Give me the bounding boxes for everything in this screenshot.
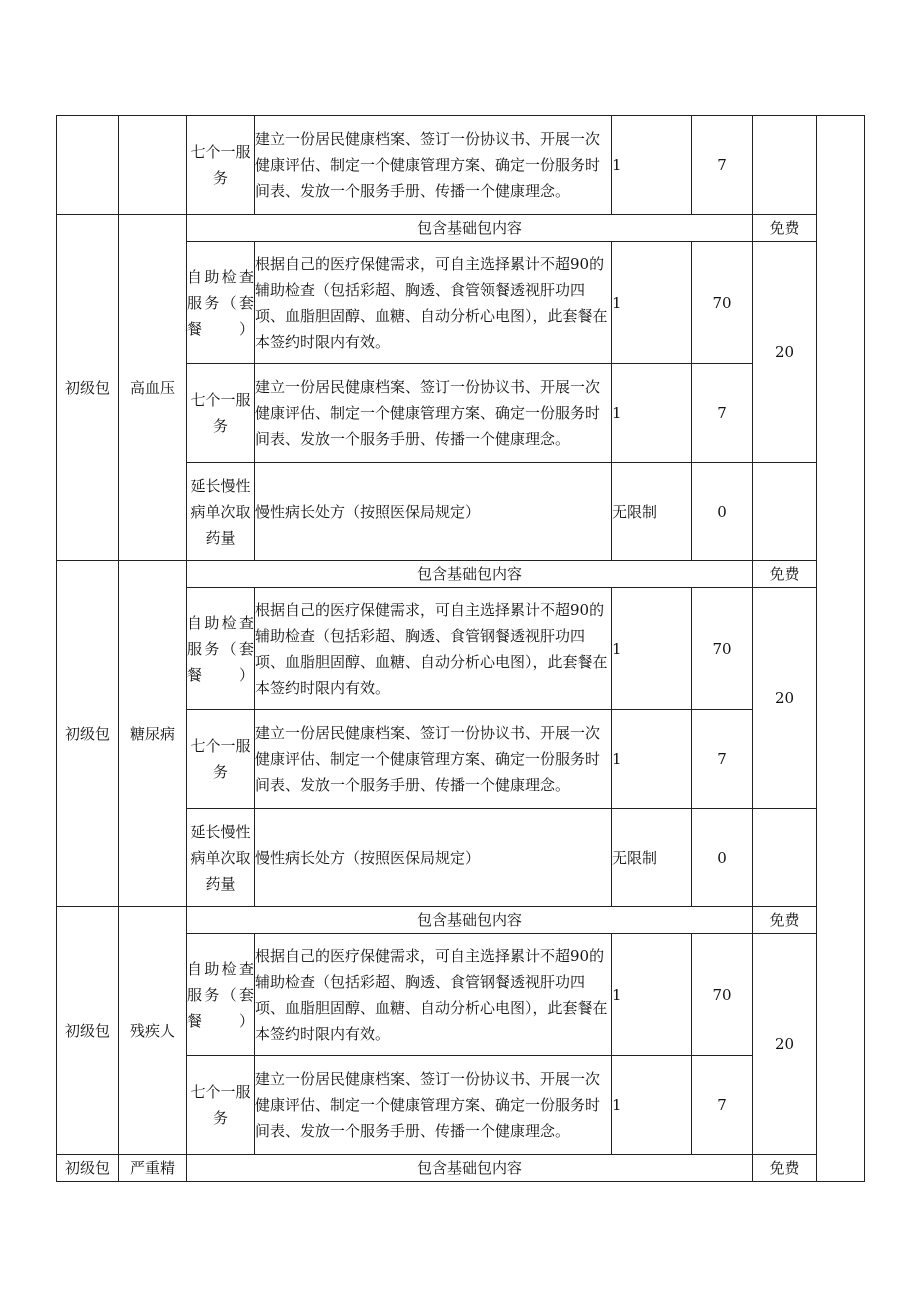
service-quantity: 1 <box>612 116 692 215</box>
service-price: 7 <box>692 116 753 215</box>
service-quantity: 1 <box>612 1056 692 1155</box>
service-description: 慢性病长处方（按照医保局规定） <box>255 463 612 561</box>
service-name: 七个一服务 <box>187 116 255 215</box>
service-name: 自助检查服务（套餐） <box>187 588 255 710</box>
service-quantity: 无限制 <box>612 463 692 561</box>
package-total: 20 <box>753 934 817 1155</box>
service-name: 七个一服务 <box>187 364 255 463</box>
base-package-label: 包含基础包内容 <box>187 1155 753 1182</box>
name-cell-empty <box>119 116 187 215</box>
service-description: 根据自己的医疗保健需求，可自主选择累计不超90的辅助检查（包括彩超、胸透、食管钢餐透视肝功四项、血脂胆固醇、血糖、自动分析心电图），此套餐在本签约时限内有效。 <box>255 934 612 1056</box>
service-description: 建立一份居民健康档案、签订一份协议书、开展一次健康评估、制定一个健康管理方案、确定一份服务时间表、发放一个服务手册、传播一个健康理念。 <box>255 116 612 215</box>
base-package-fee: 免费 <box>753 215 817 242</box>
base-package-label: 包含基础包内容 <box>187 561 753 588</box>
base-package-fee: 免费 <box>753 561 817 588</box>
base-package-fee: 免费 <box>753 1155 817 1182</box>
package-name: 糖尿病 <box>119 561 187 907</box>
service-description: 根据自己的医疗保健需求，可自主选择累计不超90的辅助检查（包括彩超、胸透、食管钢餐透视肝功四项、血脂胆固醇、血糖、自动分析心电图），此套餐在本签约时限内有效。 <box>255 588 612 710</box>
service-quantity: 1 <box>612 588 692 710</box>
table-row <box>57 907 865 934</box>
level-cell-empty <box>57 116 119 215</box>
base-package-fee: 免费 <box>753 907 817 934</box>
total-cell-empty <box>753 116 817 215</box>
service-description: 根据自己的医疗保健需求，可自主选择累计不超90的辅助检查（包括彩超、胸透、食管领餐透视肝功四项、血脂胆固醇、血糖、自动分析心电图），此套餐在本签约时限内有效。 <box>255 242 612 364</box>
service-quantity: 无限制 <box>612 809 692 907</box>
service-quantity: 1 <box>612 364 692 463</box>
service-quantity: 1 <box>612 710 692 809</box>
service-name: 延长慢性病单次取药量 <box>187 463 255 561</box>
service-description: 慢性病长处方（按照医保局规定） <box>255 809 612 907</box>
table-row <box>57 116 865 215</box>
package-name: 高血压 <box>119 215 187 561</box>
base-package-label: 包含基础包内容 <box>187 215 753 242</box>
service-name: 七个一服务 <box>187 710 255 809</box>
service-name: 延长慢性病单次取药量 <box>187 809 255 907</box>
service-price: 7 <box>692 710 753 809</box>
package-total: 20 <box>753 242 817 463</box>
base-package-label: 包含基础包内容 <box>187 907 753 934</box>
package-name: 严重精 <box>119 1155 187 1182</box>
service-description: 建立一份居民健康档案、签订一份协议书、开展一次健康评估、制定一个健康管理方案、确定一份服务时间表、发放一个服务手册、传播一个健康理念。 <box>255 710 612 809</box>
package-level: 初级包 <box>57 907 119 1155</box>
service-price: 7 <box>692 1056 753 1155</box>
service-package-table <box>56 115 865 1182</box>
package-level: 初级包 <box>57 215 119 561</box>
service-price: 70 <box>692 242 753 364</box>
total-cell-empty <box>753 809 817 907</box>
service-description: 建立一份居民健康档案、签订一份协议书、开展一次健康评估、制定一个健康管理方案、确定一份服务时间表、发放一个服务手册、传播一个健康理念。 <box>255 364 612 463</box>
service-price: 0 <box>692 463 753 561</box>
table-row <box>57 561 865 588</box>
service-description: 建立一份居民健康档案、签订一份协议书、开展一次健康评估、制定一个健康管理方案、确定一份服务时间表、发放一个服务手册、传播一个健康理念。 <box>255 1056 612 1155</box>
service-price: 7 <box>692 364 753 463</box>
remarks-column <box>817 116 865 1182</box>
service-quantity: 1 <box>612 242 692 364</box>
service-name: 七个一服务 <box>187 1056 255 1155</box>
package-level: 初级包 <box>57 1155 119 1182</box>
service-name: 自助检查服务（套餐） <box>187 934 255 1056</box>
total-cell-empty <box>753 463 817 561</box>
service-price: 70 <box>692 588 753 710</box>
package-name: 残疾人 <box>119 907 187 1155</box>
package-total: 20 <box>753 588 817 809</box>
service-price: 70 <box>692 934 753 1056</box>
table-row <box>57 1155 865 1182</box>
table-row <box>57 215 865 242</box>
service-price: 0 <box>692 809 753 907</box>
package-level: 初级包 <box>57 561 119 907</box>
service-name: 自助检查服务（套餐） <box>187 242 255 364</box>
service-quantity: 1 <box>612 934 692 1056</box>
